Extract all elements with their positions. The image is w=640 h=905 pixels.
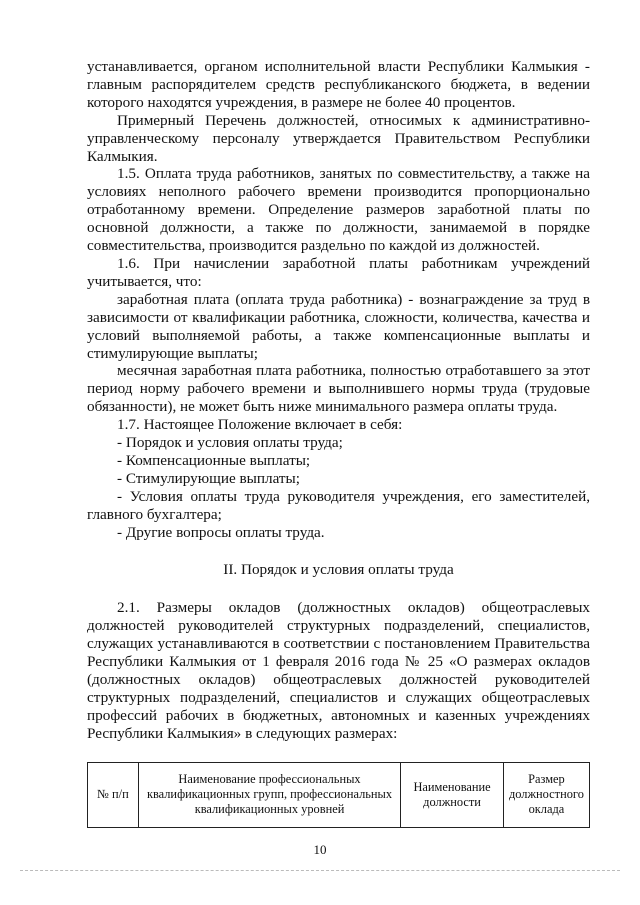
table-header-row [88, 762, 590, 827]
paragraph: устанавливается, органом исполнительной власти Республики Калмыкия - главным распорядителем средств республиканского бюджета, в ведении которого находятся учреждения, в размере не более 40 процентов. [87, 58, 590, 111]
header-position: Наименование должности [401, 762, 504, 827]
paragraph-2-1: 2.1. Размеры окладов (должностных окладов) общеотраслевых должностей руководителей структурных подразделений, специалистов, служащих устанавливаются в соответствии с постановлением Правительства Республики Калмыкия от 1 февраля 2016 года № 25 «О размерах окладов (должностных окладов) общеотраслевых должностей руководителей структурных подразделений, специалистов и служащих общеотраслевых профессий рабочих в бюджетных, автономных и казенных учреждениях Республики Калмыкия» в следующих размерах: [87, 599, 590, 742]
header-number: № п/п [88, 762, 139, 827]
paragraph: - Порядок и условия оплаты труда; [117, 434, 343, 452]
section-heading: II. Порядок и условия оплаты труда [223, 561, 454, 579]
salary-table [87, 762, 590, 828]
paragraph: - Компенсационные выплаты; [117, 451, 311, 469]
footer-divider [20, 870, 620, 871]
paragraph: месячная заработная плата работника, полностью отработавшего за этот период норму рабочего времени и выполнившего нормы труда (трудовые обязанности), не может быть ниже минимального размера оплаты труда. [87, 362, 590, 416]
page-number: 10 [313, 842, 327, 857]
paragraph: - Условия оплаты труда руководителя учреждения, его заместителей, главного бухгалтера; [87, 487, 590, 523]
paragraph: - Стимулирующие выплаты; [117, 469, 300, 487]
header-salary: Размер должностного оклада [503, 762, 589, 827]
paragraph: 1.7. Настоящее Положение включает в себя: [117, 416, 403, 434]
body-text [87, 58, 590, 541]
document-page [87, 58, 590, 828]
paragraph: 1.5. Оплата труда работников, занятых по совместительству, а также на условиях неполного рабочего времени производится пропорционально отработанному времени. Определение размеров заработной платы по основной должности, а также по должности, занимаемой в порядке совместительства, производится раздельно по каждой из должностей. [87, 165, 590, 255]
paragraph: Примерный Перечень должностей, относимых к административно-управленческому персоналу утверждается Правительством Республики Калмыкия. [87, 111, 590, 165]
paragraph: - Другие вопросы оплаты труда. [117, 523, 325, 541]
paragraph: 1.6. При начислении заработной платы работникам учреждений учитывается, что: [87, 254, 590, 290]
header-group: Наименование профессиональных квалификационных групп, профессиональных квалификационных уровней [138, 762, 400, 827]
paragraph: заработная плата (оплата труда работника) - вознаграждение за труд в зависимости от квалификации работника, сложности, количества, качества и условий выполняемой работы, а также компенсационные выплаты и стимулирующие выплаты; [87, 290, 590, 362]
